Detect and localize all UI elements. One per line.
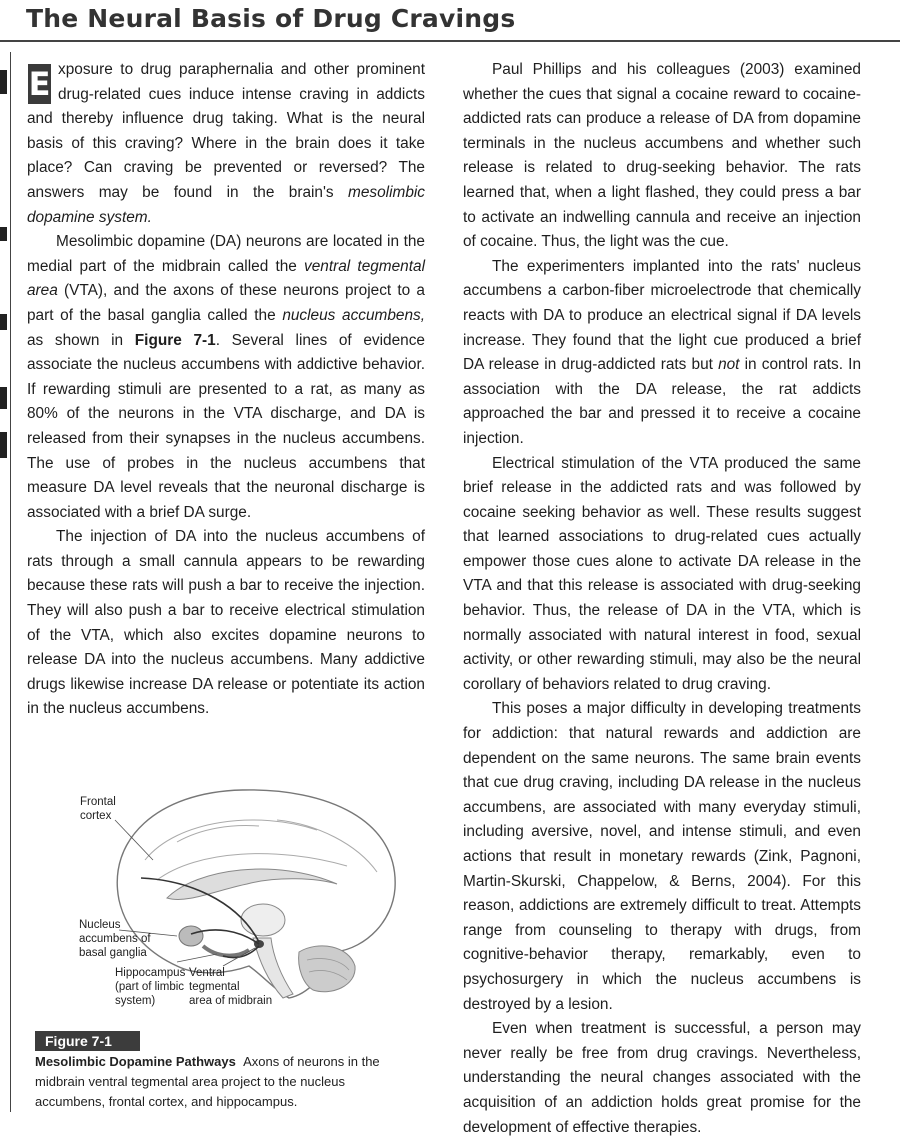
- text-run: in control rats. In association with the DA release, the rat addicts approached the bar and pressed it to receive a cocaine injection.: [463, 356, 862, 447]
- text-run: Electrical stimulation of the VTA produced the same brief release in the addicted rats and was followed by cocaine seeking behavior as well. These results suggest that learned associations to drug-related cues actually empower those cues alone to activate DA release in the VTA and that this release is associated with drug-seeking behavior. Thus, the release of DA in the VTA, which is normally associated with natural interest in food, sexual activity, or other rewarding stimuli, may also be the neural corollary of behaviors related to drug craving.: [463, 454, 861, 693]
- label-frontal-cortex: [80, 795, 116, 823]
- right-column: [463, 58, 861, 1140]
- italic-term: ventral tegmental area: [27, 257, 426, 300]
- label-vta: [189, 966, 272, 1008]
- side-tab: [0, 52, 11, 1112]
- side-tab-mark: [0, 432, 7, 458]
- label-line: accumbens of: [79, 933, 151, 945]
- thalamus: [241, 904, 285, 936]
- text-run: This poses a major difficulty in developing treatments for addiction: that natural rewards and addiction are dependent on the same neurons. The same brain events that cue drug craving, including DA release in the nucleus accumbens, are associated with many everyday stimuli, including aversive, novel, and intense stimuli, and even actions that result in monetary rewards (Zink, Pagnoni, Martin-Skurski, Chappelow, & Berns, 2004). For this reason, addictions are extremely difficult to treat. Attempts range from counseling to therapy with drugs, from cognitive-behavior therapy, remarkably, even to psychosurgery in which the nucleus accumbens is destroyed by a lesion.: [463, 700, 861, 1013]
- italic-term: nucleus accumbens,: [282, 306, 425, 324]
- paragraph: [463, 452, 861, 698]
- figure-caption: [35, 1052, 415, 1112]
- text-run: as shown in: [27, 331, 135, 349]
- caption-title: Mesolimbic Dopamine Pathways: [35, 1054, 236, 1069]
- text-run: The injection of DA into the nucleus accumbens of rats through a small cannula appears to be rewarding because these rats will push a bar to receive the injection. They will also push a bar to receive electrical stimulation of the VTA, which also excites dopamine neurons to release DA into the nucleus accumbens. Many addictive drugs likewise increase DA release or potentiate its action in the nucleus accumbens.: [27, 528, 425, 718]
- side-tab-mark: [0, 227, 7, 241]
- text-run: Even when treatment is successful, a person may never really be free from drug cravings. Nevertheless, understanding the neural changes associated with the acquisition of an addiction holds great promise for the development of effective therapies.: [463, 1020, 861, 1136]
- leader-line: [115, 820, 153, 860]
- figure-reference: Figure 7-1: [134, 331, 216, 349]
- text-run: Paul Phillips and his colleagues (2003) examined whether the cues that signal a cocaine reward to cocaine-addicted rats can produce a release of DA from dopamine terminals in the nucleus accumbens and whether such release is related to drug-seeking behavior. The rats learned that, when a light flashed, they could press a bar to activate an indwelling cannula and receive an injection of cocaine. Thus, the light was the cue.: [463, 61, 861, 251]
- paragraph: [463, 255, 861, 452]
- label-line: system): [115, 995, 156, 1007]
- cerebellum: [299, 946, 355, 992]
- text-run: (VTA), and the axons of these neurons project to a part of the basal ganglia called the: [27, 282, 425, 324]
- text-run: xposure to drug paraphernalia and other prominent drug-related cues induce intense craving in addicts and thereby influence drug taking. What is the neural basis of this craving? Where in the brain does it take place? Can craving be prevented or reversed? The answers may be found in the brain's: [27, 61, 425, 201]
- caption-text: Axons of neurons in the midbrain ventral tegmental area project to the nucleus accumbens, frontal cortex, and hippocampus.: [35, 1054, 380, 1109]
- left-column: [27, 58, 425, 722]
- corpus-callosum: [167, 869, 337, 899]
- text-run: Mesolimbic dopamine (DA) neurons are located in the medial part of the midbrain called the: [27, 233, 425, 275]
- drop-cap: E: [28, 65, 51, 103]
- paragraph: [463, 1017, 861, 1140]
- label-line: Hippocampus: [115, 967, 186, 979]
- label-line: Nucleus: [79, 919, 121, 931]
- side-tab-mark: [0, 387, 7, 409]
- label-line: basal ganglia: [79, 947, 147, 959]
- label-line: Frontal: [80, 796, 116, 808]
- side-tab-mark: [0, 70, 7, 94]
- paragraph: [27, 230, 425, 525]
- hippocampus: [203, 946, 249, 956]
- paragraph: [463, 697, 861, 1017]
- nucleus-accumbens: [179, 926, 203, 946]
- label-hippocampus: [115, 966, 185, 1008]
- label-line: cortex: [80, 810, 112, 822]
- text-run: . Several lines of evidence associate the nucleus accumbens with addictive behavior. If rewarding stimuli are presented to a rat, as many as 80% of the neurons in the VTA discharge, and DA is released from their synapses in the nucleus accumbens. The use of probes in the nucleus accumbens that measure DA level reveals that the neuronal discharge is associated with a brief DA surge.: [27, 331, 425, 521]
- figure-badge: Figure 7-1: [35, 1031, 140, 1051]
- brain-figure: [27, 780, 427, 1020]
- label-line: Ventral: [189, 967, 225, 979]
- paragraph: [27, 525, 425, 722]
- header-rule: [0, 40, 900, 42]
- italic-term: not: [718, 356, 740, 374]
- label-line: area of midbrain: [189, 995, 273, 1007]
- label-line: (part of limbic: [115, 981, 185, 993]
- italic-term: mesolimbic dopamine system.: [27, 183, 425, 226]
- label-line: tegmental: [189, 981, 240, 993]
- side-tab-mark: [0, 314, 7, 330]
- paragraph: [27, 58, 425, 230]
- page-title: The Neural Basis of Drug Cravings: [26, 4, 516, 33]
- paragraph: [463, 58, 861, 255]
- text-run: The experimenters implanted into the rats' nucleus accumbens a carbon-fiber microelectrode that chemically reacts with DA to produce an electrical signal if DA levels increase. They found that the light cue produced a brief DA release in drug-addicted rats but: [463, 257, 861, 374]
- label-nucleus-accumbens: [79, 918, 151, 960]
- leader-line: [177, 954, 217, 962]
